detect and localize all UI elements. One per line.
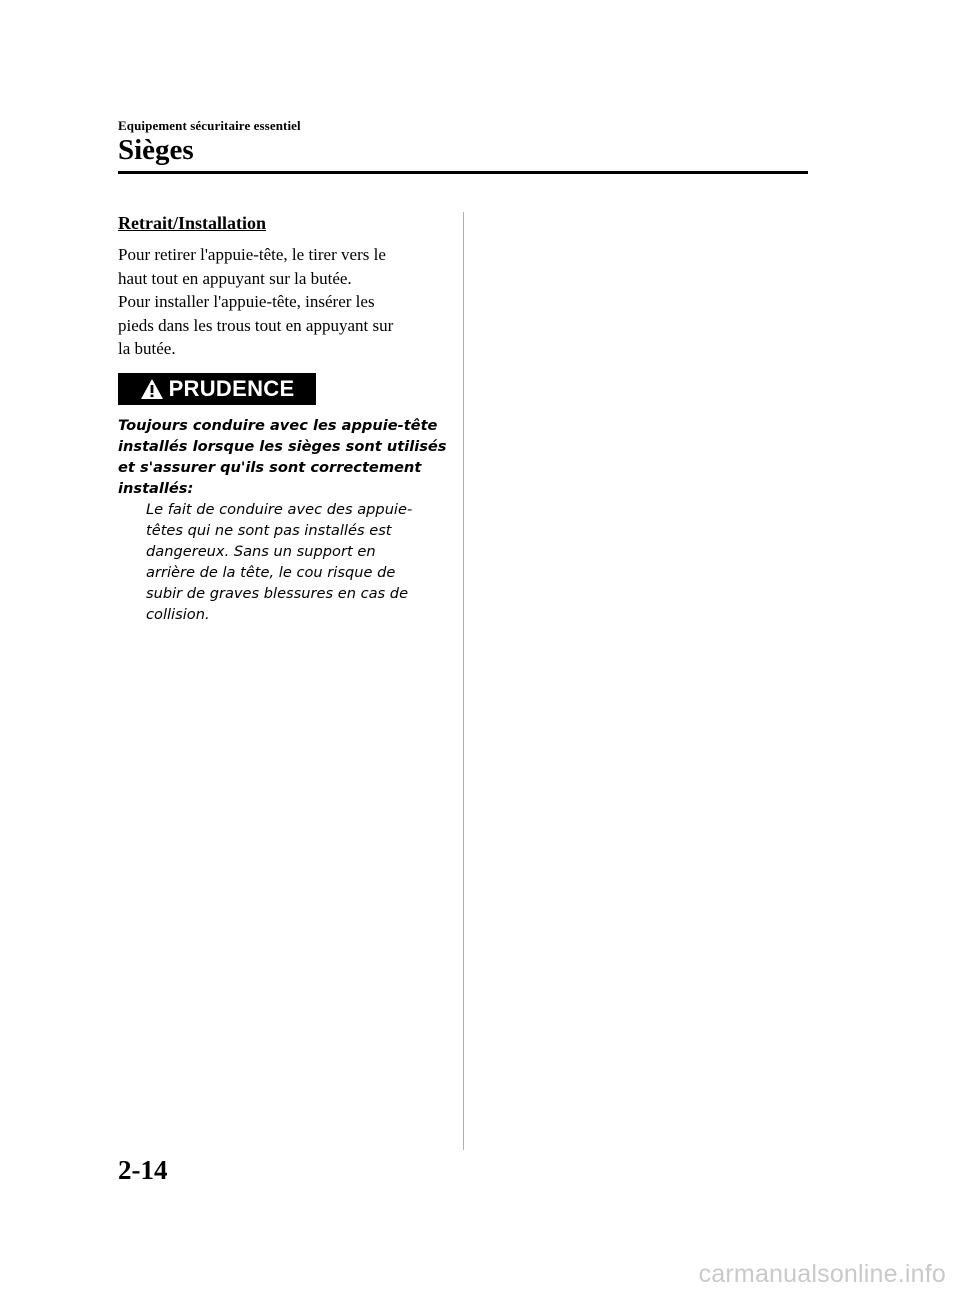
warning-lead: [118, 415, 447, 499]
left-column: [118, 211, 447, 625]
paragraph-line: la butée.: [118, 339, 176, 358]
watermark: carmanualsonline.info: [698, 1260, 946, 1288]
warning-lead-line: et s'assurer qu'ils sont correctement: [118, 458, 422, 476]
paragraph-line: Pour retirer l'appuie-tête, le tirer vers le: [118, 245, 386, 264]
warning-body: [146, 499, 438, 625]
subheading: Retrait/Installation: [118, 213, 266, 233]
page-number: 2-14: [118, 1155, 168, 1185]
page-title: Sièges: [118, 134, 194, 166]
section-label: Equipement sécuritaire essentiel: [118, 118, 301, 133]
instruction-paragraph: [118, 243, 438, 361]
warning-body-line: Le fait de conduire avec des appuie-: [146, 500, 413, 518]
caution-label: PRUDENCE: [168, 375, 295, 401]
warning-body-line: subir de graves blessures en cas de: [146, 584, 409, 602]
paragraph-line: Pour installer l'appuie-tête, insérer les: [118, 292, 375, 311]
title-rule: [118, 171, 808, 174]
warning-triangle-icon: [140, 378, 164, 400]
paragraph-line: pieds dans les trous tout en appuyant sur: [118, 315, 394, 335]
paragraph-line: haut tout en appuyant sur la butée.: [118, 268, 352, 288]
warning-lead-line: installés:: [118, 479, 194, 497]
warning-body-line: collision.: [146, 605, 210, 623]
column-divider: [463, 212, 464, 1150]
warning-lead-line: installés lorsque les sièges sont utilisés: [118, 437, 447, 455]
warning-lead-line: Toujours conduire avec les appuie-tête: [118, 416, 438, 434]
caution-banner: [118, 373, 316, 405]
warning-body-line: dangereux. Sans un support en: [146, 542, 376, 560]
warning-body-line: arrière de la tête, le cou risque de: [146, 563, 396, 581]
warning-body-line: têtes qui ne sont pas installés est: [146, 521, 392, 539]
